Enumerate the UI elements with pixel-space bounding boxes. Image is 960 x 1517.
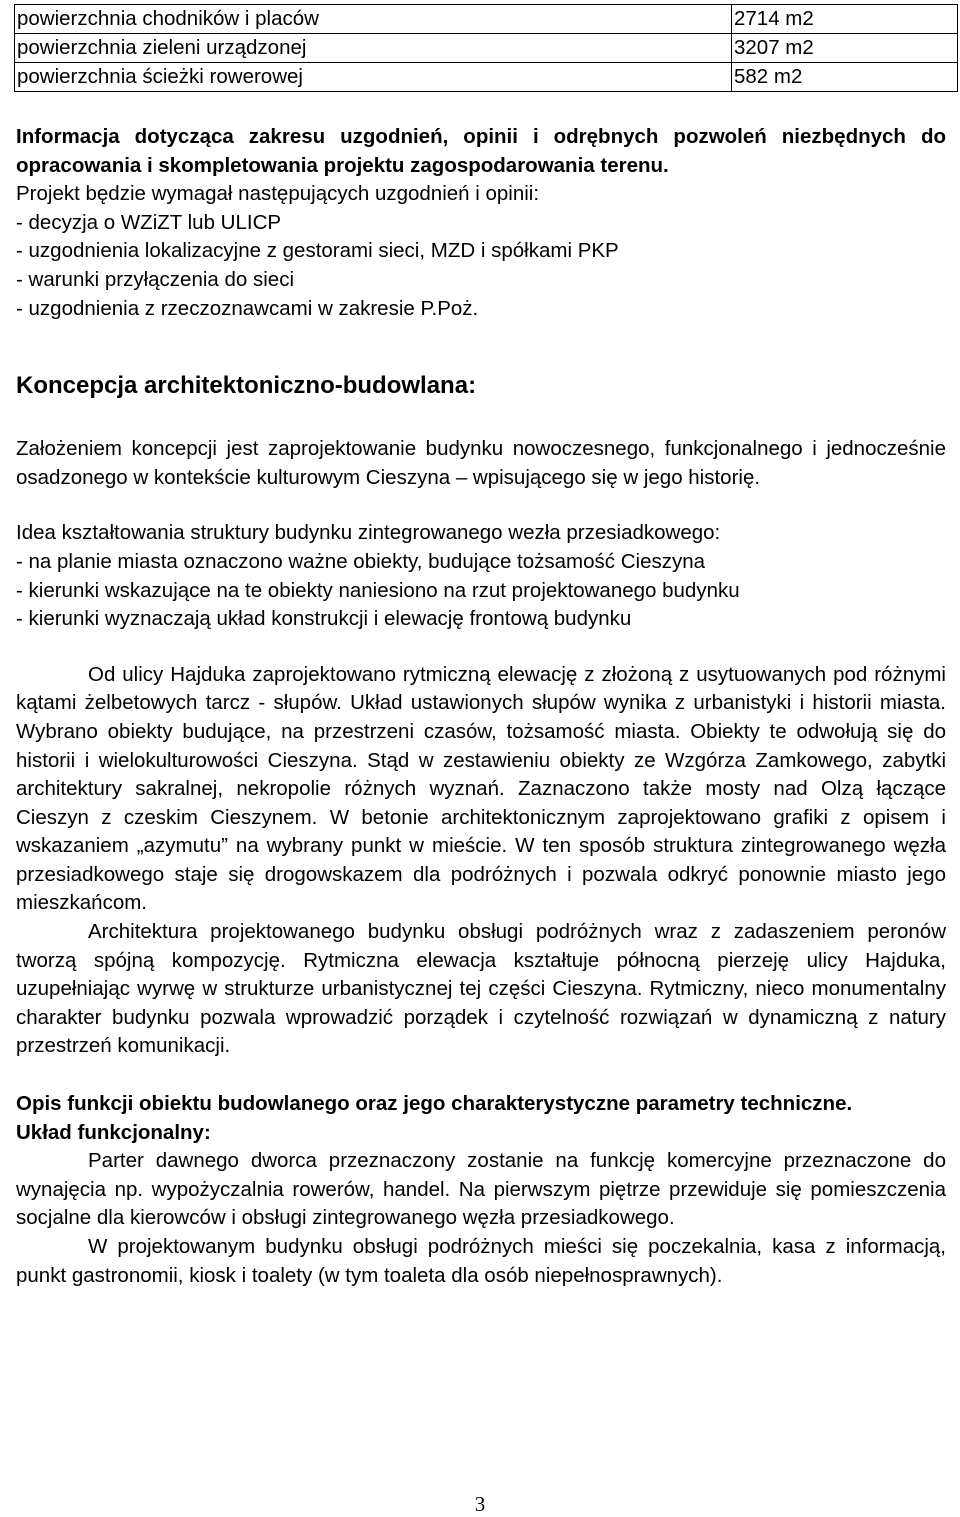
list-item: - uzgodnienia lokalizacyjne z gestorami sieci, MZD i spółkami PKP bbox=[16, 239, 619, 263]
list-item: - uzgodnienia z rzeczoznawcami w zakresie P.Poż. bbox=[16, 296, 479, 320]
document-page bbox=[16, 0, 946, 1290]
agreements-heading: Informacja dotycząca zakresu uzgodnień, opinii i odrębnych pozwoleń niezbędnych do opracowania i skompletowania projektu zagospodarowania terenu. bbox=[16, 125, 946, 177]
concept-heading: Koncepcja architektoniczno-budowlana: bbox=[16, 372, 477, 400]
functions-paragraph-2: W projektowanym budynku obsługi podróżnych mieści się poczekalnia, kasa z informacją, punkt gastronomii, kiosk i toalety (w tym toaleta dla osób niepełnosprawnych). bbox=[16, 1235, 946, 1287]
page-number: 3 bbox=[474, 1492, 486, 1516]
area-value: 3207 m2 bbox=[732, 34, 958, 63]
area-label: powierzchnia ścieżki rowerowej bbox=[15, 63, 732, 92]
table-row bbox=[15, 34, 958, 63]
agreements-section bbox=[16, 123, 946, 323]
areas-table bbox=[14, 4, 958, 92]
area-value: 2714 m2 bbox=[732, 5, 958, 34]
area-label: powierzchnia zieleni urządzonej bbox=[15, 34, 732, 63]
agreements-intro: Projekt będzie wymagał następujących uzgodnień i opinii: bbox=[16, 182, 540, 206]
idea-title: Idea kształtowania struktury budynku zintegrowanego wezła przesiadkowego: bbox=[16, 521, 721, 545]
area-label: powierzchnia chodników i placów bbox=[15, 5, 732, 34]
list-item: - warunki przyłączenia do sieci bbox=[16, 267, 295, 291]
table-row bbox=[15, 63, 958, 92]
list-item: - kierunki wyznaczają układ konstrukcji i elewację frontową budynku bbox=[16, 607, 632, 631]
concept-section bbox=[16, 435, 946, 1061]
area-value: 582 m2 bbox=[732, 63, 958, 92]
list-item: - na planie miasta oznaczono ważne obiekty, budujące tożsamość Cieszyna bbox=[16, 549, 706, 573]
functions-subheading: Układ funkcjonalny: bbox=[16, 1120, 211, 1144]
concept-paragraph-2: Architektura projektowanego budynku obsługi podróżnych wraz z zadaszeniem peronów tworzą spójną kompozycję. Rytmiczna elewacja kształtuje północną pierzeję ulicy Hajduka, uzupełniając wyrwę w strukturze urbanistycznej tej części Cieszyna. Rytmiczny, nieco monumentalny charakter budynku pozwala wprowadzić porządek i czytelność rozwiązań w dynamiczną z natury przestrzeń komunikacji. bbox=[16, 920, 946, 1058]
list-item: - decyzja o WZiZT lub ULICP bbox=[16, 210, 282, 234]
functions-heading: Opis funkcji obiektu budowlanego oraz jego charakterystyczne parametry techniczne. bbox=[16, 1092, 853, 1116]
functions-section bbox=[16, 1090, 946, 1290]
concept-paragraph-1: Od ulicy Hajduka zaprojektowano rytmiczną elewację z złożoną z usytuowanych pod różnymi kątami żelbetowych tarcz - słupów. Układ ustawionych słupów wynika z urbanistyki i historii miasta. Wybrano obiekty budujące, na przestrzeni czasów, tożsamość miasta. Obiekty te odwołują się do historii i wielokulturowości Cieszyna. Stąd w zestawieniu obiekty ze Wzgórza Zamkowego, zabytki architektury sakralnej, nekropolie różnych wyznań. Zaznaczono także mosty nad Olzą łączące Cieszyn z czeskim Cieszynem. W betonie architektonicznym zaprojektowano grafiki z opisem i wskazaniem „azymutu” na wybrany punkt w mieście. W ten sposób struktura zintegrowanego węzła przesiadkowego staje się drogowskazem dla podróżnych i pozwala odkryć ponownie miasto jego mieszkańcom. bbox=[16, 662, 946, 915]
table-row bbox=[15, 5, 958, 34]
concept-assumption: Założeniem koncepcji jest zaprojektowanie budynku nowoczesnego, funkcjonalnego i jednocześnie osadzonego w kontekście kulturowym Cieszyna – wpisującego się w jego historię. bbox=[16, 437, 946, 489]
list-item: - kierunki wskazujące na te obiekty naniesiono na rzut projektowanego budynku bbox=[16, 578, 740, 602]
functions-paragraph-1: Parter dawnego dworca przeznaczony zostanie na funkcję komercyjne przeznaczone do wynajęcia np. wypożyczalnia rowerów, handel. Na pierwszym piętrze przewiduje się pomieszczenia socjalne dla kierowców i obsługi zintegrowanego węzła przesiadkowego. bbox=[16, 1149, 946, 1230]
